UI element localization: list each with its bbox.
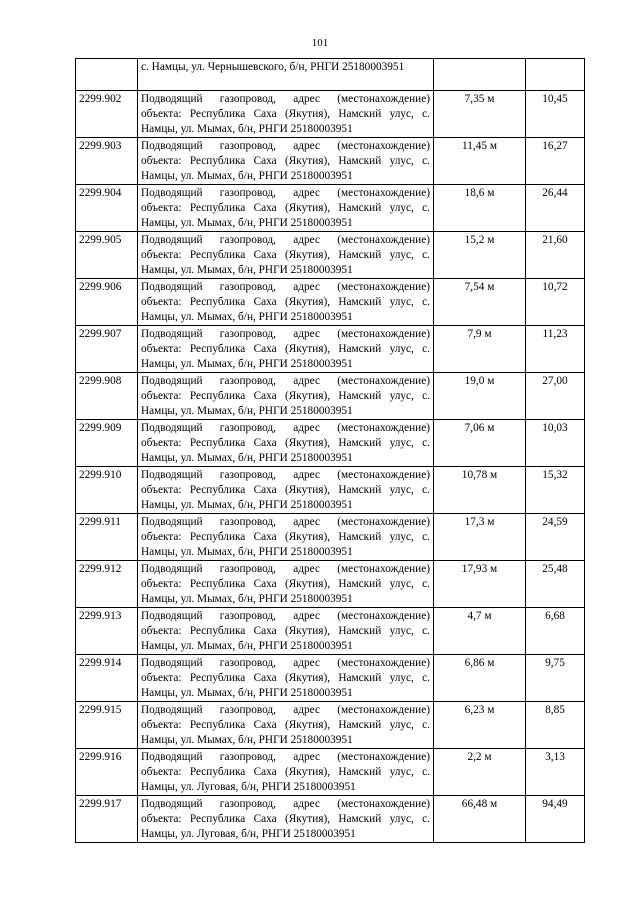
table-row xyxy=(76,561,585,608)
row-description-cell: Подводящий газопровод, адрес (местонахождение) объекта: Республика Саха (Якутия), Намский улус, с. Намцы, ул. Мымах, б/н, РНГИ 25180003951 xyxy=(138,702,434,749)
page-number: 101 xyxy=(311,37,329,49)
row-length-cell: 7,35 м xyxy=(434,91,526,138)
row-length-cell: 17,93 м xyxy=(434,561,526,608)
row-length-cell xyxy=(434,59,526,91)
row-id-cell: 2299.906 xyxy=(76,279,138,326)
row-value-cell: 8,85 xyxy=(526,702,585,749)
row-id-cell: 2299.904 xyxy=(76,185,138,232)
row-id-cell: 2299.909 xyxy=(76,420,138,467)
row-value-cell xyxy=(526,59,585,91)
row-id-cell: 2299.914 xyxy=(76,655,138,702)
table-row xyxy=(76,326,585,373)
row-description-cell: Подводящий газопровод, адрес (местонахождение) объекта: Республика Саха (Якутия), Намский улус, с. Намцы, ул. Мымах, б/н, РНГИ 25180003951 xyxy=(138,232,434,279)
row-id-cell: 2299.910 xyxy=(76,467,138,514)
row-id-cell: 2299.902 xyxy=(76,91,138,138)
table-row xyxy=(76,749,585,796)
table-row xyxy=(76,702,585,749)
row-description-cell: Подводящий газопровод, адрес (местонахождение) объекта: Республика Саха (Якутия), Намский улус, с. Намцы, ул. Мымах, б/н, РНГИ 25180003951 xyxy=(138,138,434,185)
row-value-cell: 27,00 xyxy=(526,373,585,420)
row-length-cell: 18,6 м xyxy=(434,185,526,232)
row-length-cell: 17,3 м xyxy=(434,514,526,561)
row-description-cell: Подводящий газопровод, адрес (местонахождение) объекта: Республика Саха (Якутия), Намский улус, с. Намцы, ул. Мымах, б/н, РНГИ 25180003951 xyxy=(138,561,434,608)
row-value-cell: 10,45 xyxy=(526,91,585,138)
row-length-cell: 4,7 м xyxy=(434,608,526,655)
row-value-cell: 94,49 xyxy=(526,796,585,843)
row-id-cell: 2299.908 xyxy=(76,373,138,420)
row-description-cell: Подводящий газопровод, адрес (местонахождение) объекта: Республика Саха (Якутия), Намский улус, с. Намцы, ул. Луговая, б/н, РНГИ 25180003951 xyxy=(138,749,434,796)
table-row xyxy=(76,608,585,655)
row-value-cell: 9,75 xyxy=(526,655,585,702)
row-length-cell: 11,45 м xyxy=(434,138,526,185)
row-description-cell: Подводящий газопровод, адрес (местонахождение) объекта: Республика Саха (Якутия), Намский улус, с. Намцы, ул. Мымах, б/н, РНГИ 25180003951 xyxy=(138,373,434,420)
row-length-cell: 15,2 м xyxy=(434,232,526,279)
table-row xyxy=(76,655,585,702)
row-id-cell: 2299.903 xyxy=(76,138,138,185)
row-length-cell: 10,78 м xyxy=(434,467,526,514)
table-row xyxy=(76,91,585,138)
row-value-cell: 25,48 xyxy=(526,561,585,608)
row-length-cell: 6,86 м xyxy=(434,655,526,702)
row-description-cell: Подводящий газопровод, адрес (местонахождение) объекта: Республика Саха (Якутия), Намский улус, с. Намцы, ул. Мымах, б/н, РНГИ 25180003951 xyxy=(138,467,434,514)
row-length-cell: 7,9 м xyxy=(434,326,526,373)
row-id-cell: 2299.917 xyxy=(76,796,138,843)
row-id-cell: 2299.916 xyxy=(76,749,138,796)
continuation-row xyxy=(76,59,585,91)
table-row xyxy=(76,138,585,185)
row-id-cell: 2299.913 xyxy=(76,608,138,655)
row-description-cell: Подводящий газопровод, адрес (местонахождение) объекта: Республика Саха (Якутия), Намский улус, с. Намцы, ул. Мымах, б/н, РНГИ 25180003951 xyxy=(138,514,434,561)
table-row xyxy=(76,514,585,561)
row-length-cell: 7,54 м xyxy=(434,279,526,326)
row-length-cell: 66,48 м xyxy=(434,796,526,843)
row-description-cell: Подводящий газопровод, адрес (местонахождение) объекта: Республика Саха (Якутия), Намский улус, с. Намцы, ул. Мымах, б/н, РНГИ 25180003951 xyxy=(138,326,434,373)
row-id-cell: 2299.911 xyxy=(76,514,138,561)
row-length-cell: 7,06 м xyxy=(434,420,526,467)
row-value-cell: 21,60 xyxy=(526,232,585,279)
row-value-cell: 11,23 xyxy=(526,326,585,373)
row-id-cell: 2299.905 xyxy=(76,232,138,279)
table-row xyxy=(76,467,585,514)
row-description-cell: Подводящий газопровод, адрес (местонахождение) объекта: Республика Саха (Якутия), Намский улус, с. Намцы, ул. Мымах, б/н, РНГИ 25180003951 xyxy=(138,185,434,232)
row-description-cell: Подводящий газопровод, адрес (местонахождение) объекта: Республика Саха (Якутия), Намский улус, с. Намцы, ул. Мымах, б/н, РНГИ 25180003951 xyxy=(138,91,434,138)
row-value-cell: 10,03 xyxy=(526,420,585,467)
row-description-cell: Подводящий газопровод, адрес (местонахождение) объекта: Республика Саха (Якутия), Намский улус, с. Намцы, ул. Мымах, б/н, РНГИ 25180003951 xyxy=(138,279,434,326)
row-id-cell: 2299.907 xyxy=(76,326,138,373)
row-description-cell: Подводящий газопровод, адрес (местонахождение) объекта: Республика Саха (Якутия), Намский улус, с. Намцы, ул. Луговая, б/н, РНГИ 25180003951 xyxy=(138,796,434,843)
row-length-cell: 6,23 м xyxy=(434,702,526,749)
row-description-cell: Подводящий газопровод, адрес (местонахождение) объекта: Республика Саха (Якутия), Намский улус, с. Намцы, ул. Мымах, б/н, РНГИ 25180003951 xyxy=(138,655,434,702)
row-description-cell: Подводящий газопровод, адрес (местонахождение) объекта: Республика Саха (Якутия), Намский улус, с. Намцы, ул. Мымах, б/н, РНГИ 25180003951 xyxy=(138,420,434,467)
row-value-cell: 3,13 xyxy=(526,749,585,796)
row-value-cell: 24,59 xyxy=(526,514,585,561)
row-value-cell: 16,27 xyxy=(526,138,585,185)
row-id-cell: 2299.912 xyxy=(76,561,138,608)
row-id-cell xyxy=(76,59,138,91)
row-id-cell: 2299.915 xyxy=(76,702,138,749)
row-value-cell: 6,68 xyxy=(526,608,585,655)
table-row xyxy=(76,420,585,467)
table-row xyxy=(76,279,585,326)
table-row xyxy=(76,185,585,232)
row-value-cell: 10,72 xyxy=(526,279,585,326)
table-row xyxy=(76,373,585,420)
row-value-cell: 26,44 xyxy=(526,185,585,232)
row-description-cell: Подводящий газопровод, адрес (местонахождение) объекта: Республика Саха (Якутия), Намский улус, с. Намцы, ул. Мымах, б/н, РНГИ 25180003951 xyxy=(138,608,434,655)
table-row xyxy=(76,232,585,279)
row-length-cell: 19,0 м xyxy=(434,373,526,420)
row-value-cell: 15,32 xyxy=(526,467,585,514)
table-row xyxy=(76,796,585,843)
property-table xyxy=(75,58,585,843)
row-description-cell: с. Намцы, ул. Чернышевского, б/н, РНГИ 25180003951 xyxy=(138,59,434,91)
row-length-cell: 2,2 м xyxy=(434,749,526,796)
